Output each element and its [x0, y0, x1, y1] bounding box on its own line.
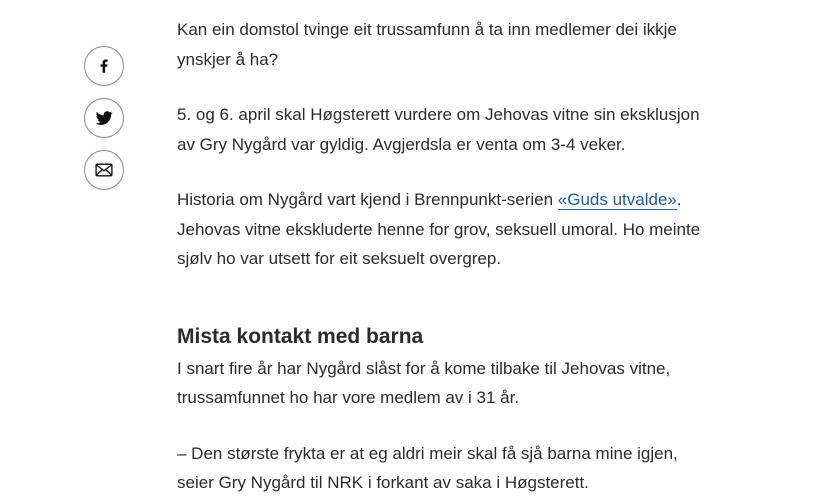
- email-icon: [94, 160, 114, 180]
- email-share-button[interactable]: [84, 150, 124, 190]
- article-body: [177, 15, 717, 498]
- twitter-share-button[interactable]: [84, 98, 124, 138]
- paragraph-intro: Kan ein domstol tvinge eit trussamfunn å ta inn medlemer dei ikkje ynskjer å ha?: [177, 20, 677, 69]
- paragraph-background-text: Historia om Nygård vart kjend i Brennpunkt-serien: [177, 190, 558, 209]
- paragraph-background: [177, 185, 717, 274]
- guds-utvalde-link[interactable]: «Guds utvalde»: [557, 190, 677, 209]
- twitter-icon: [94, 108, 114, 128]
- facebook-icon: [95, 57, 113, 75]
- paragraph-quote: – Den største frykta er at eg aldri meir skal få sjå barna mine igjen, seier Gry Nygård til NRK i forkant av saka i Høgsterett.: [177, 443, 678, 492]
- paragraph-court-date: 5. og 6. april skal Høgsterett vurdere om Jehovas vitne sin eksklusjon av Gry Nygård var gyldig. Avgjerdsla er venta om 3-4 veker.: [177, 105, 700, 154]
- paragraph-struggle: I snart fire år har Nygård slåst for å kome tilbake til Jehovas vitne, trussamfunnet ho har vore medlem av i 31 år.: [177, 358, 671, 407]
- share-bar: [84, 46, 124, 202]
- paragraph-background-text-end: . Jehovas vitne ekskluderte henne for grov, seksuell umoral. Ho meinte sjølv ho var utsett for eit seksuelt overgrep.: [177, 190, 701, 268]
- section-heading: Mista kontakt med barna: [177, 324, 424, 348]
- facebook-share-button[interactable]: [84, 46, 124, 86]
